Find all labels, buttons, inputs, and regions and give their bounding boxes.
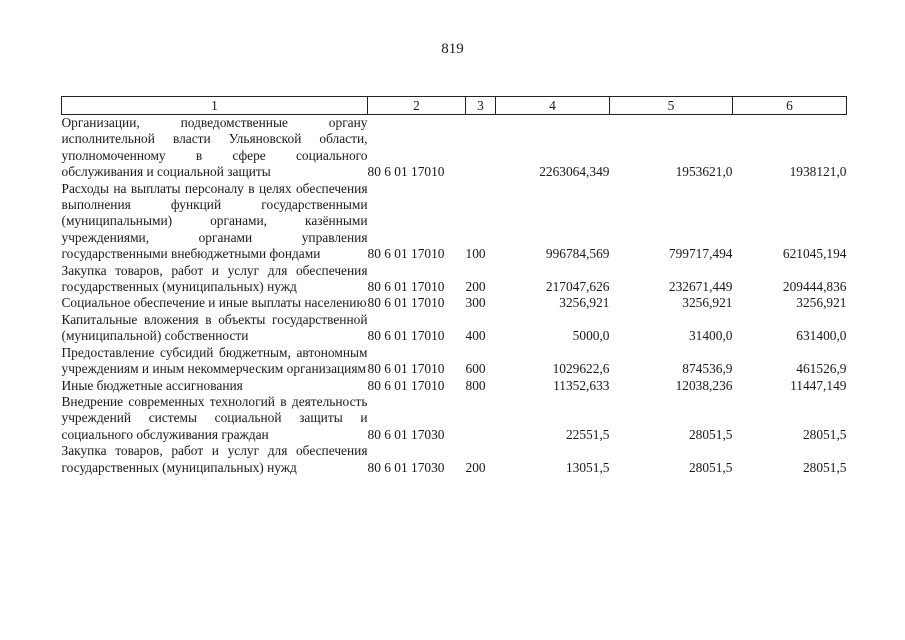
row-value-3: 1938121,0 (789, 164, 847, 180)
row-name: Иные бюджетные ассигнования (61, 377, 243, 393)
table-row (62, 115, 847, 181)
row-type: 800 (465, 377, 486, 393)
row-value-2: 3256,921 (682, 295, 733, 311)
row-code: 80 6 01 17010 (367, 377, 445, 393)
table-row (62, 443, 847, 476)
table-body (62, 115, 847, 476)
row-name: Внедрение современных технологий в деятельность учреждений системы социальной защиты и социального обслуживания граждан (61, 393, 368, 442)
row-code: 80 6 01 17030 (367, 459, 445, 475)
row-value-3: 3256,921 (796, 295, 847, 311)
row-code: 80 6 01 17010 (367, 295, 445, 311)
row-value-3: 28051,5 (802, 459, 847, 475)
row-value-1: 3256,921 (559, 295, 610, 311)
budget-table (61, 96, 847, 476)
row-name: Расходы на выплаты персоналу в целях обеспечения выполнения функций государственными (муниципальными) органами, казёнными учреждениями, органами управления государственными внебюджетными фондами (61, 180, 368, 262)
row-name: Предоставление субсидий бюджетным, автономным учреждениям и иным некоммерческим организациям (61, 344, 368, 377)
row-code: 80 6 01 17010 (367, 328, 445, 344)
row-value-2: 232671,449 (668, 279, 733, 295)
row-name: Закупка товаров, работ и услуг для обеспечения государственных (муниципальных) нужд (61, 443, 368, 475)
row-value-2: 799717,494 (668, 246, 733, 262)
table-row (62, 378, 847, 394)
row-code: 80 6 01 17010 (367, 164, 445, 180)
table-row (62, 295, 847, 311)
row-type: 200 (465, 459, 486, 475)
row-value-3: 209444,836 (782, 279, 847, 295)
row-value-1: 2263064,349 (539, 164, 610, 180)
row-value-2: 12038,236 (675, 377, 733, 393)
row-name: Организации, подведомственные органу исполнительной власти Ульяновской области, уполномоченному в сфере социального обслуживания и социальной защиты (61, 115, 368, 180)
table-header (62, 97, 847, 115)
header-col-4: 4 (496, 97, 610, 115)
row-value-2: 31400,0 (688, 328, 733, 344)
header-col-2: 2 (368, 97, 466, 115)
row-value-2: 874536,9 (682, 361, 733, 377)
row-value-1: 22551,5 (565, 426, 610, 442)
header-col-5: 5 (610, 97, 733, 115)
row-value-2: 28051,5 (688, 459, 733, 475)
row-value-1: 5000,0 (572, 328, 610, 344)
page-number: 819 (441, 41, 464, 57)
row-value-1: 11352,633 (553, 377, 610, 393)
row-value-3: 461526,9 (796, 361, 847, 377)
row-code: 80 6 01 17010 (367, 279, 445, 295)
row-value-1: 996784,569 (545, 246, 610, 262)
row-type: 300 (465, 295, 486, 311)
row-value-2: 28051,5 (688, 426, 733, 442)
row-type: 400 (465, 328, 486, 344)
row-type: 100 (465, 246, 486, 262)
row-value-3: 28051,5 (802, 426, 847, 442)
table-row (62, 312, 847, 345)
row-value-1: 217047,626 (545, 279, 610, 295)
table-row (62, 263, 847, 296)
row-value-3: 11447,149 (790, 377, 847, 393)
row-value-1: 1029622,6 (552, 361, 610, 377)
row-value-3: 631400,0 (796, 328, 847, 344)
table-row (62, 394, 847, 443)
table-row (62, 345, 847, 378)
row-type (466, 115, 496, 181)
header-col-6: 6 (733, 97, 847, 115)
header-col-3: 3 (466, 97, 496, 115)
row-value-2: 1953621,0 (675, 164, 733, 180)
row-value-3: 621045,194 (782, 246, 847, 262)
header-row (62, 97, 847, 115)
table-row (62, 181, 847, 263)
row-name: Капитальные вложения в объекты государственной (муниципальной) собственности (61, 311, 368, 344)
row-code: 80 6 01 17010 (367, 246, 445, 262)
row-type: 200 (465, 279, 486, 295)
row-type: 600 (465, 361, 486, 377)
row-code: 80 6 01 17010 (367, 361, 445, 377)
row-value-1: 13051,5 (565, 459, 610, 475)
row-type (466, 394, 496, 443)
row-name: Социальное обеспечение и иные выплаты населению (61, 295, 367, 311)
row-code: 80 6 01 17030 (367, 426, 445, 442)
header-col-1: 1 (62, 97, 368, 115)
row-name: Закупка товаров, работ и услуг для обеспечения государственных (муниципальных) нужд (61, 262, 368, 295)
